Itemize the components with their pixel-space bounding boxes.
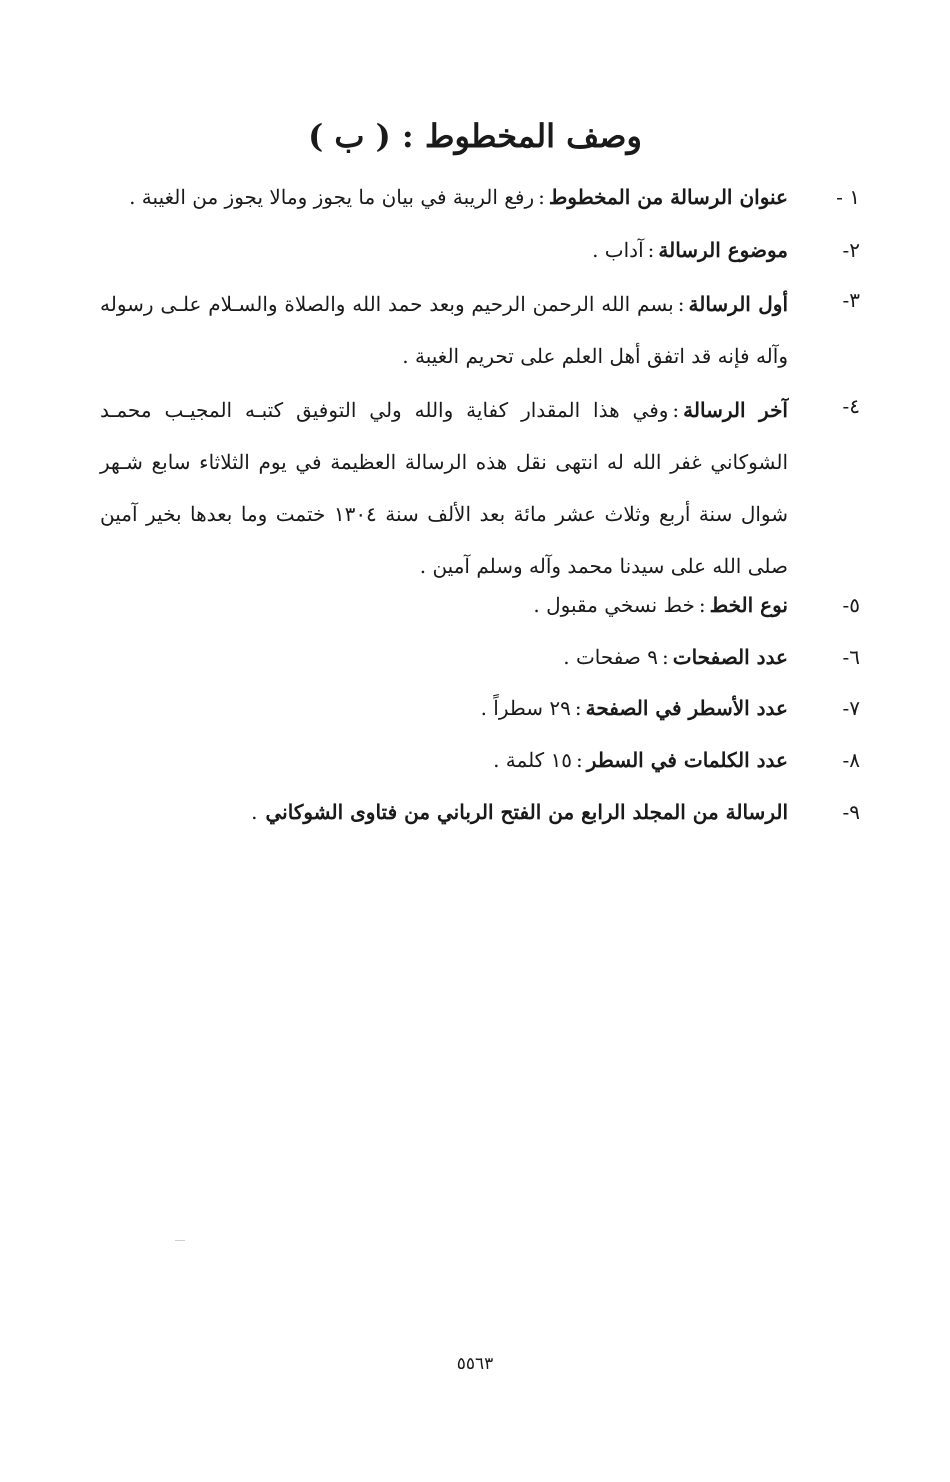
item-number: ٧- bbox=[842, 696, 860, 720]
item-body bbox=[100, 278, 788, 382]
item-label: عنوان الرسالة من المخطوط bbox=[548, 185, 788, 209]
item-text: ٢٩ سطراً . bbox=[480, 696, 571, 720]
item-body bbox=[100, 738, 788, 782]
item-text: ١٥ كلمة . bbox=[493, 748, 573, 772]
item-text: خط نسخي مقبول . bbox=[533, 593, 695, 617]
item-number: ٩- bbox=[842, 800, 860, 824]
item-separator: : bbox=[662, 645, 669, 669]
item-label: عدد الأسطر في الصفحة bbox=[585, 696, 788, 720]
item-body bbox=[100, 635, 788, 679]
item-separator: : bbox=[538, 185, 545, 209]
item-separator: : bbox=[576, 748, 583, 772]
item-separator: : bbox=[672, 398, 680, 422]
item-text: آداب . bbox=[592, 238, 644, 262]
item-number: ٥- bbox=[842, 593, 860, 617]
item-separator bbox=[258, 800, 266, 824]
item-separator: : bbox=[574, 696, 582, 720]
item-body bbox=[100, 175, 788, 219]
item-number: ١ - bbox=[836, 185, 860, 209]
item-label: الرسالة من المجلد الرابع من الفتح الرباني من فتاوى الشوكاني bbox=[265, 800, 788, 824]
item-body bbox=[100, 790, 788, 834]
page-title: وصف المخطوط : ( ب ) bbox=[308, 117, 642, 155]
footnote-divider bbox=[175, 1240, 185, 1241]
page-number: ٥٥٦٣ bbox=[456, 1354, 494, 1374]
item-number: ٦- bbox=[842, 645, 860, 669]
item-number: ٤- bbox=[842, 394, 860, 418]
item-text: رفع الريبة في بيان ما يجوز ومالا يجوز من الغيبة . bbox=[129, 185, 535, 209]
item-separator: : bbox=[698, 593, 706, 617]
item-text: ٩ صفحات . bbox=[563, 645, 658, 669]
item-text: . bbox=[251, 800, 258, 824]
item-number: ٨- bbox=[842, 748, 860, 772]
item-number: ٢- bbox=[842, 238, 860, 262]
item-label: عدد الكلمات في السطر bbox=[586, 748, 788, 772]
item-separator: : bbox=[647, 238, 655, 262]
item-label: آخر الرسالة bbox=[683, 398, 788, 422]
item-body bbox=[100, 384, 788, 592]
item-label: نوع الخط bbox=[709, 593, 788, 617]
item-body bbox=[100, 228, 788, 272]
item-label: موضوع الرسالة bbox=[658, 238, 788, 262]
item-body bbox=[100, 583, 788, 627]
item-text: وفي هذا المقدار كفاية والله ولي التوفيق كتبـه المجيـب محمـد الشوكاني غفر الله له انتهى نقل هذه الرسالة العظيمة في يوم الثلاثاء سابع شـهر شوال سنة أربع وثلاث عشر مائة بعد الألف سنة ١٣٠٤ ختمت وما بعدها بخير آمين صلى الله على سيدنا محمد وآله وسلم آمين . bbox=[100, 398, 788, 578]
item-label: عدد الصفحات bbox=[672, 645, 788, 669]
item-separator: : bbox=[677, 292, 685, 316]
item-number: ٣- bbox=[842, 288, 860, 312]
item-text: بسم الله الرحمن الرحيم وبعد حمد الله والصلاة والسـلام علـى رسوله وآله فإنه قد اتفق أهل العلم على تحريم الغيبة . bbox=[100, 292, 788, 368]
item-body bbox=[100, 686, 788, 730]
item-label: أول الرسالة bbox=[688, 292, 789, 316]
